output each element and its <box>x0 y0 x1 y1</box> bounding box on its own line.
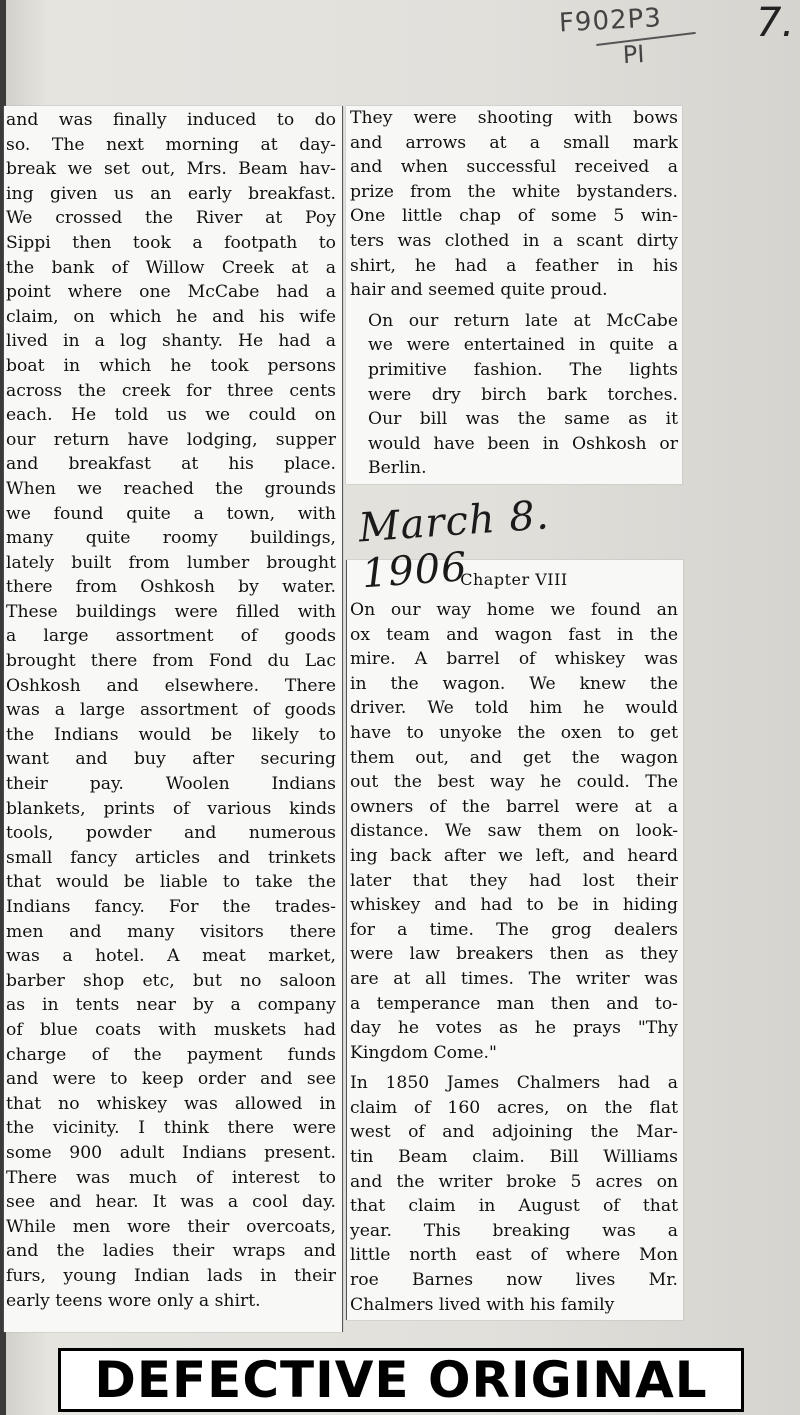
text-line: we were entertained in quite a <box>368 335 678 356</box>
text-line: These buildings were filled with <box>6 601 336 622</box>
text-line: and arrows at a small mark <box>350 132 678 153</box>
catalog-subcode: PI <box>622 40 646 70</box>
text-line: On our way home we found an <box>350 600 678 620</box>
text-line: were law breakers then as they <box>350 944 678 965</box>
text-line: When we reached the grounds <box>6 478 336 499</box>
text-line: On our return late at McCabe <box>368 310 678 331</box>
text-line: have to unyoke the oxen to get <box>350 722 678 743</box>
text-line: in the wagon. We knew the <box>350 673 678 694</box>
text-line: While men wore their overcoats, <box>6 1216 336 1237</box>
text-line: One little chap of some 5 win- <box>350 206 678 227</box>
text-line: out the best way he could. The <box>350 772 678 793</box>
text-line: day he votes as he prays "Thy <box>350 1018 678 1039</box>
text-line: our return have lodging, supper <box>6 429 336 450</box>
text-line: the vicinity. I think there were <box>6 1118 336 1139</box>
text-line: that claim in August of that <box>350 1196 678 1217</box>
text-line: of blue coats with muskets had <box>6 1019 336 1040</box>
text-line: and the ladies their wraps and <box>6 1241 336 1262</box>
text-line: them out, and get the wagon <box>350 747 678 768</box>
text-line: year. This breaking was a <box>350 1220 678 1241</box>
text-line: was a large assortment of goods <box>6 700 336 721</box>
text-line: and were to keep order and see <box>6 1069 336 1090</box>
text-line: owners of the barrel were at a <box>350 796 678 817</box>
text-line: lately built from lumber brought <box>6 552 336 573</box>
text-line: distance. We saw them on look- <box>350 821 678 842</box>
text-line: for a time. The grog dealers <box>350 919 678 940</box>
text-line: was a hotel. A meat market, <box>6 946 336 967</box>
text-line: ing back after we left, and heard <box>350 845 678 866</box>
text-line: driver. We told him he would <box>350 698 678 719</box>
text-line: point where one McCabe had a <box>6 282 336 303</box>
right-top-column-text <box>350 106 678 481</box>
text-line: that no whiskey was allowed in <box>6 1093 336 1114</box>
text-line: see and hear. It was a cool day. <box>6 1192 336 1213</box>
text-line: are at all times. The writer was <box>350 968 678 989</box>
text-line: blankets, prints of various kinds <box>6 798 336 819</box>
text-line: ox team and wagon fast in the <box>350 624 678 645</box>
text-line: each. He told us we could on <box>6 405 336 426</box>
text-line: and the writer broke 5 acres on <box>350 1171 678 1192</box>
text-line: barber shop etc, but no saloon <box>6 970 336 991</box>
text-line: Indians fancy. For the trades- <box>6 897 336 917</box>
text-line: men and many visitors there <box>6 921 336 942</box>
text-line: so. The next morning at day- <box>6 134 336 155</box>
text-line: tin Beam claim. Bill Williams <box>350 1147 678 1168</box>
text-line: boat in which he took persons <box>6 355 336 376</box>
text-line: Sippi then took a footpath to <box>6 232 336 253</box>
text-line: want and buy after securing <box>6 749 336 770</box>
paragraph <box>350 598 678 1065</box>
text-line: their pay. Woolen Indians <box>6 774 336 795</box>
text-line: They were shooting with bows <box>350 108 678 128</box>
text-line: roe Barnes now lives Mr. <box>350 1270 678 1291</box>
text-line: charge of the payment funds <box>6 1044 336 1065</box>
paragraph <box>350 1071 678 1317</box>
left-column-text <box>6 108 336 1313</box>
text-line: as in tents near by a company <box>6 995 336 1016</box>
text-line: some 900 adult Indians present. <box>6 1142 336 1163</box>
text-line: would have been in Oshkosh or <box>368 433 678 454</box>
text-line: little north east of where Mon <box>350 1245 678 1266</box>
chapter-heading: Chapter VIII <box>460 570 568 589</box>
text-line: Our bill was the same as it <box>368 409 678 430</box>
text-line: and when successful received a <box>350 157 678 178</box>
page-number: 7. <box>756 0 795 46</box>
text-line: small fancy articles and trinkets <box>6 847 336 868</box>
text-line: and breakfast at his place. <box>6 454 336 475</box>
text-line: later that they had lost their <box>350 870 678 891</box>
text-line: a large assortment of goods <box>6 626 336 647</box>
text-line: There was much of interest to <box>6 1167 336 1188</box>
text-line: shirt, he had a feather in his <box>350 255 678 276</box>
text-line: prize from the white bystanders. <box>350 181 678 202</box>
text-line: west of and adjoining the Mar- <box>350 1122 678 1143</box>
text-line: many quite roomy buildings, <box>6 528 336 549</box>
text-line: Oshkosh and elsewhere. There <box>6 675 336 696</box>
defective-original-stamp: DEFECTIVE ORIGINAL <box>58 1348 744 1412</box>
text-line: In 1850 James Chalmers had a <box>350 1073 678 1094</box>
text-line: Chalmers lived with his family <box>350 1294 615 1315</box>
text-line: whiskey and had to be in hiding <box>350 895 678 916</box>
text-line: were dry birch bark torches. <box>368 384 678 405</box>
text-line: Kingdom Come." <box>350 1042 497 1063</box>
text-line: the Indians would be likely to <box>6 724 336 745</box>
text-line: tools, powder and numerous <box>6 823 336 844</box>
text-line: We crossed the River at Poy <box>6 208 336 229</box>
text-line: a temperance man then and to- <box>350 993 678 1014</box>
text-line: early teens wore only a shirt. <box>6 1290 261 1311</box>
text-line: we found quite a town, with <box>6 503 336 524</box>
catalog-annotation <box>558 0 731 78</box>
text-line: and was finally induced to do <box>6 110 336 130</box>
text-line: across the creek for three cents <box>6 380 336 401</box>
paragraph <box>350 106 678 303</box>
text-line: ters was clothed in a scant dirty <box>350 230 678 251</box>
text-line: break we set out, Mrs. Beam hav- <box>6 159 336 180</box>
text-line: claim of 160 acres, on the flat <box>350 1097 678 1118</box>
text-line: ing given us an early breakfast. <box>6 183 336 204</box>
right-bottom-column-text <box>350 598 678 1317</box>
catalog-number: F902P3 <box>558 3 663 39</box>
text-line: hair and seemed quite proud. <box>350 280 608 301</box>
text-line: Berlin. <box>368 458 427 479</box>
text-line: claim, on which he and his wife <box>6 306 336 327</box>
text-line: mire. A barrel of whiskey was <box>350 649 678 670</box>
text-line: furs, young Indian lads in their <box>6 1265 336 1286</box>
paragraph <box>350 309 678 481</box>
text-line: brought there from Fond du Lac <box>6 651 336 672</box>
text-line: the bank of Willow Creek at a <box>6 257 336 278</box>
text-line: that would be liable to take the <box>6 872 336 893</box>
text-line: primitive fashion. The lights <box>368 359 678 380</box>
handwritten-date: March 8. 1906 <box>357 492 551 598</box>
text-line: there from Oshkosh by water. <box>6 577 336 598</box>
text-line: lived in a log shanty. He had a <box>6 331 336 352</box>
